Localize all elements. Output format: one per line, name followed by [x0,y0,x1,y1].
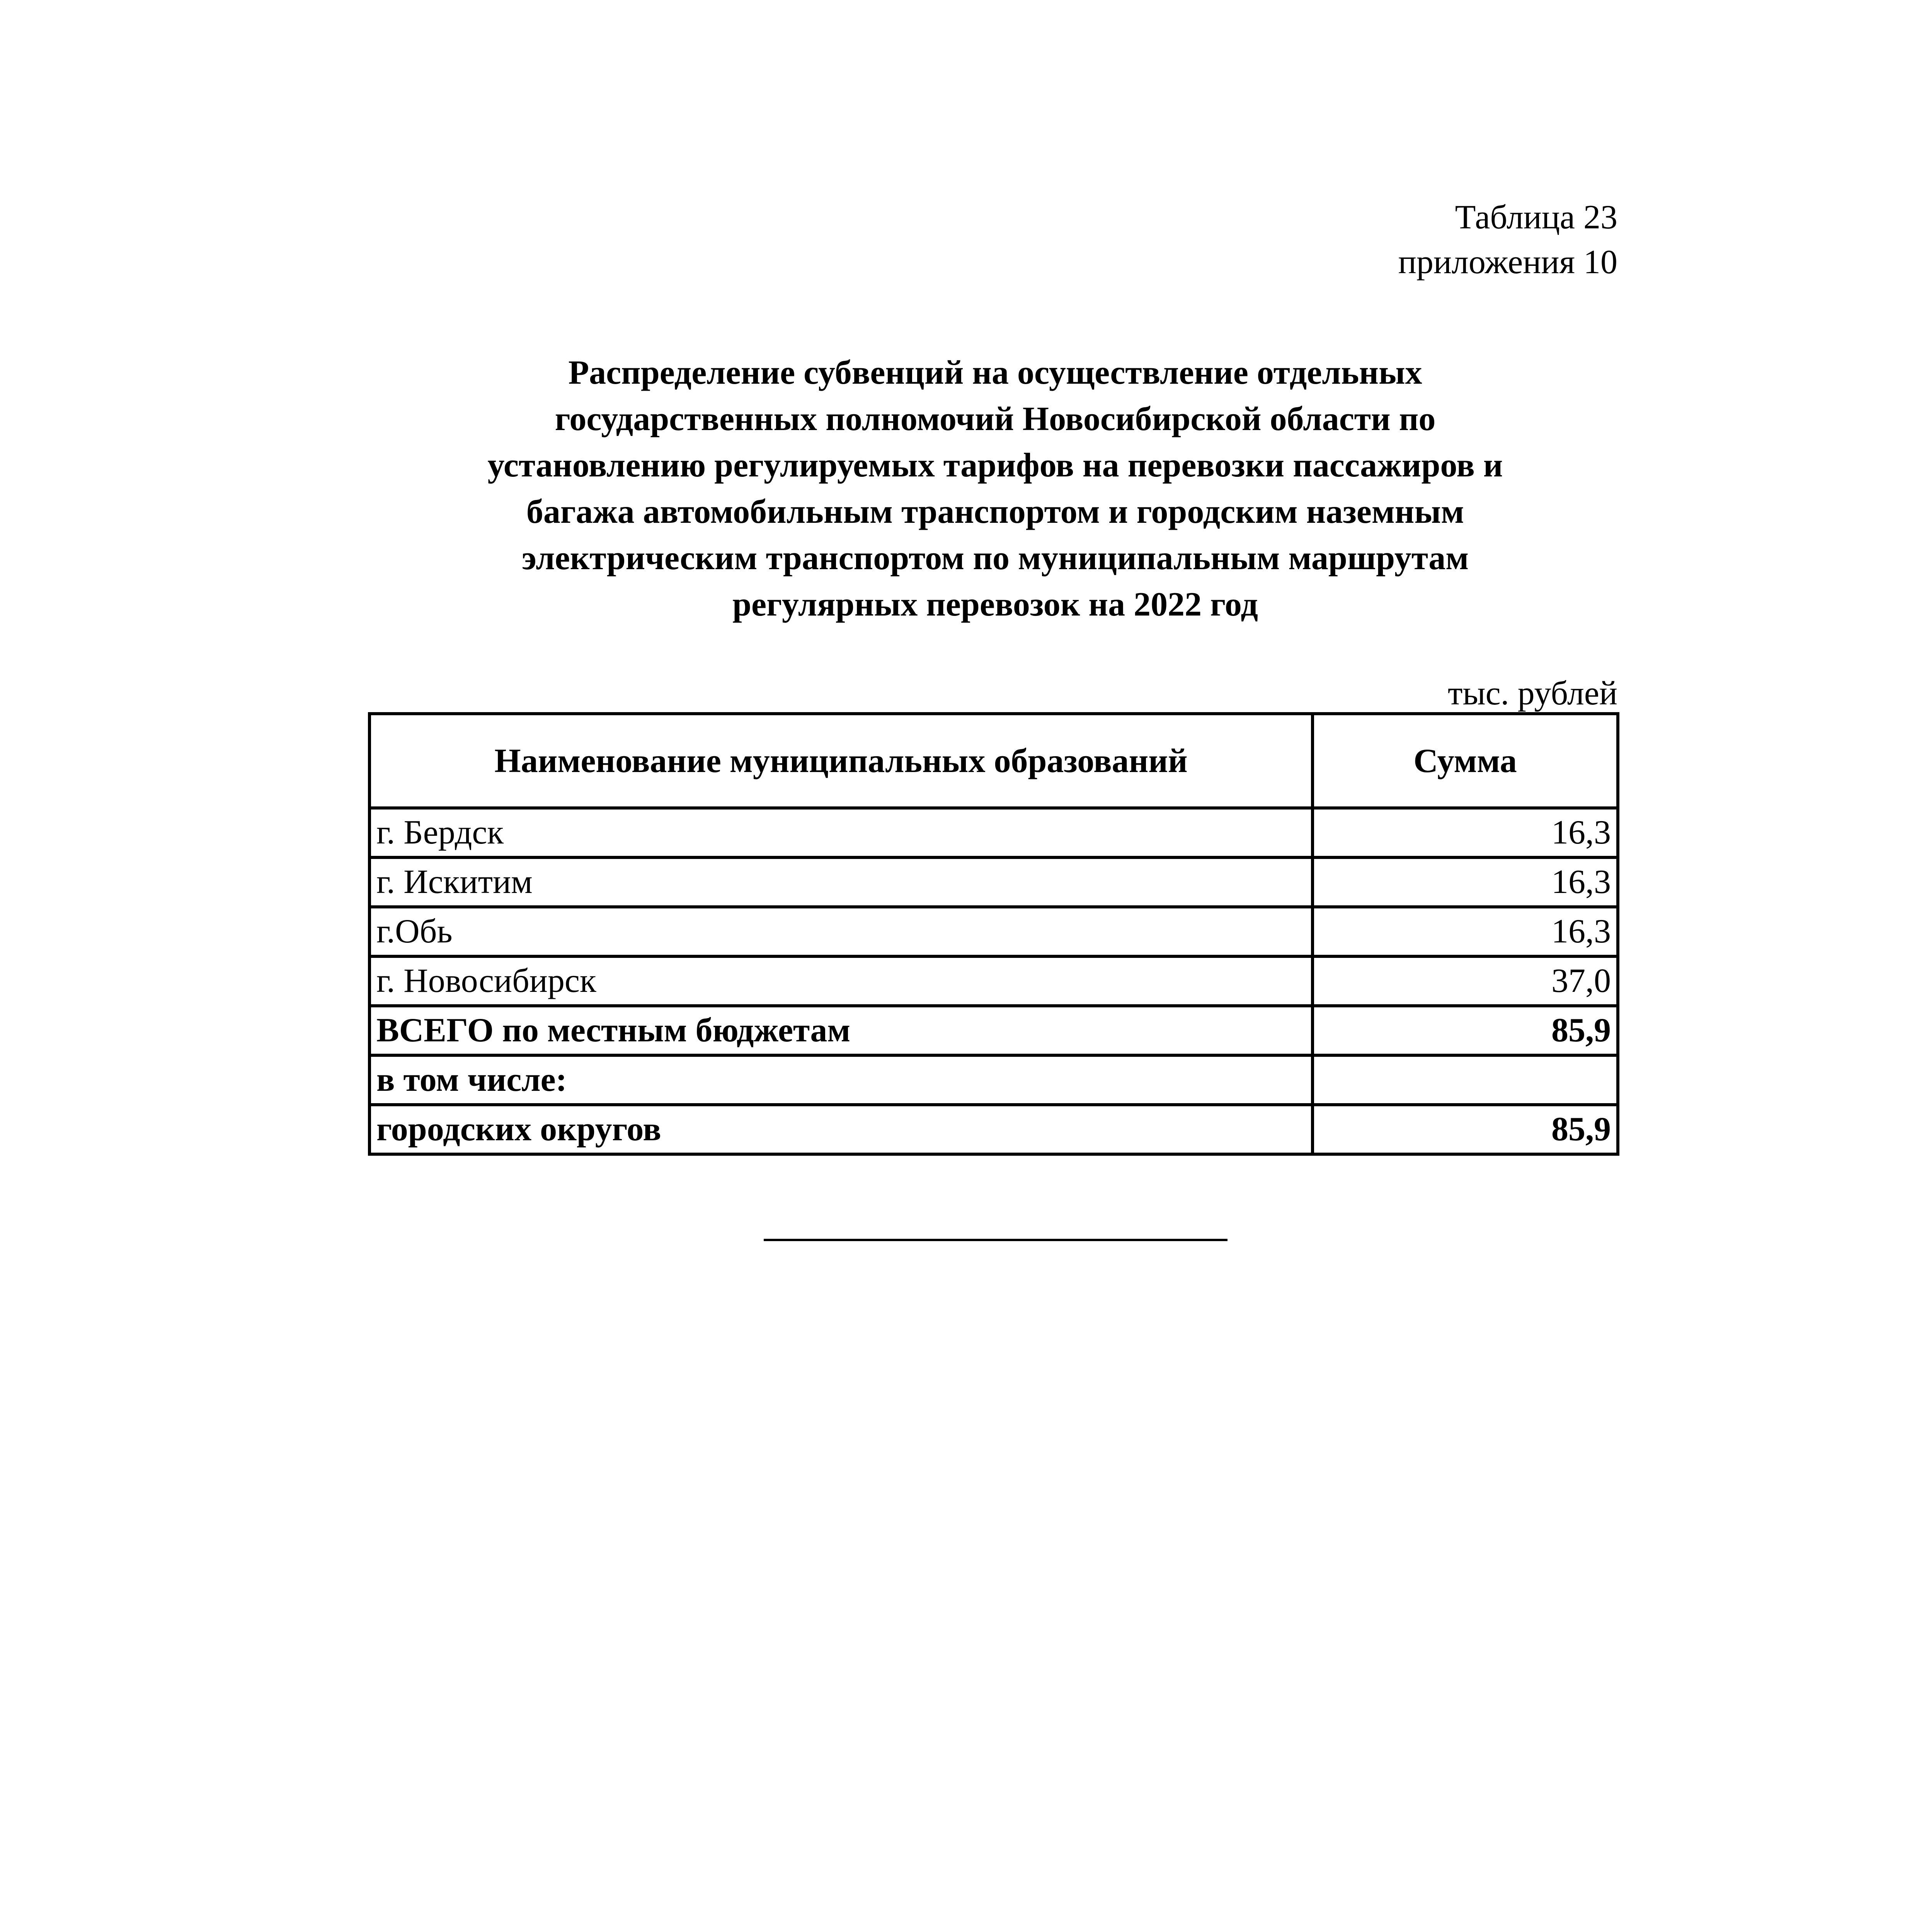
subtotal-heading-value [1313,1055,1618,1105]
total-value: 85,9 [1313,1006,1618,1055]
column-header-name: Наименование муниципальных образований [369,714,1313,808]
table-reference [1398,195,1617,285]
document-title [367,350,1623,628]
amount-value: 16,3 [1313,907,1618,956]
total-row [369,1006,1618,1055]
title-line: электрическим транспортом по муниципальным маршрутам [521,539,1469,577]
urban-districts-row [369,1105,1618,1154]
municipality-name: г.Обь [369,907,1313,956]
amount-value: 16,3 [1313,857,1618,907]
subsidy-table [368,712,1619,1156]
urban-districts-label: городских округов [369,1105,1313,1154]
table-row [369,857,1618,907]
table-row [369,907,1618,956]
total-label: ВСЕГО по местным бюджетам [369,1006,1313,1055]
table-header-row [369,714,1618,808]
municipality-name: г. Бердск [369,808,1313,857]
title-line: багажа автомобильным транспортом и городским наземным [526,493,1464,531]
title-line: регулярных перевозок на 2022 год [732,586,1258,623]
table-number: Таблица 23 [1455,199,1617,236]
appendix-number: приложения 10 [1398,243,1617,281]
title-line: установлению регулируемых тарифов на перевозки пассажиров и [487,447,1503,484]
table-row [369,808,1618,857]
urban-districts-value: 85,9 [1313,1105,1618,1154]
title-line: Распределение субвенций на осуществление отдельных [568,354,1422,391]
units-label: тыс. рублей [1448,675,1617,712]
municipality-name: г. Искитим [369,857,1313,907]
table-row [369,956,1618,1006]
amount-value: 37,0 [1313,956,1618,1006]
subtotal-heading-label: в том числе: [369,1055,1313,1105]
amount-value: 16,3 [1313,808,1618,857]
end-divider [764,1239,1227,1241]
column-header-amount: Сумма [1313,714,1618,808]
subtotal-heading-row [369,1055,1618,1105]
title-line: государственных полномочий Новосибирской области по [555,400,1436,438]
municipality-name: г. Новосибирск [369,956,1313,1006]
